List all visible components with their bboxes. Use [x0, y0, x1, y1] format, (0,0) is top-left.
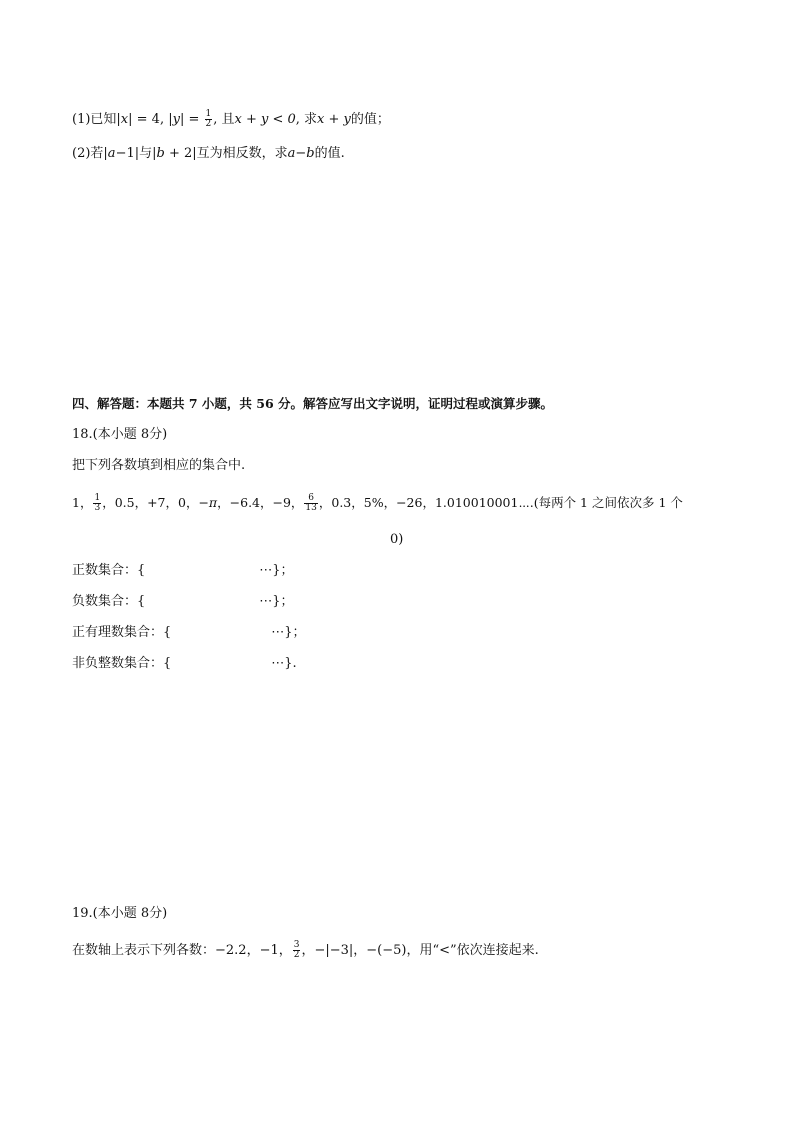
fraction-three-halves: $\frac{3}{2}$	[293, 940, 300, 960]
fraction-six-thirteenths: $\frac{6}{13}$	[305, 493, 317, 513]
set-negative: 负数集合：{ ⋯}；	[72, 594, 294, 609]
set-positive: 正数集合：{ ⋯}；	[72, 563, 294, 578]
q18-number-list-cont: 0)	[390, 532, 404, 547]
q17-part1: (1)已知|x| = 4, |y| = $\frac{1}{2}$ , 且x + y < 0, 求x + y的值；	[72, 109, 390, 129]
fraction-one-third: $\frac{1}{3}$	[94, 493, 101, 513]
q18-number-list: 1， $\frac{1}{3}$ ，0.5，+7，0，−π，−6.4，−9， $\frac{6}{13}$ ，0.3，5%，−26，1.010010001⋯.(每两个 1 之间依次多 1 个	[72, 493, 683, 513]
fraction-one-half: $\frac{1}{2}$	[205, 109, 212, 129]
q19-statement: 在数轴上表示下列各数：−2.2，−1， $\frac{3}{2}$ ，−|−3|，−(−5)，用“<”依次连接起来.	[72, 940, 539, 960]
set-nonnegative-integer: 非负整数集合：{ ⋯}.	[72, 656, 297, 671]
q18-instruction: 把下列各数填到相应的集合中.	[72, 458, 246, 473]
set-positive-rational: 正有理数集合：{ ⋯}；	[72, 625, 306, 640]
q18-title: 18.(本小题 8分)	[72, 427, 168, 442]
section-heading: 四、解答题：本题共 7 小题，共 56 分。解答应写出文字说明，证明过程或演算步骤。	[72, 396, 554, 411]
q19-title: 19.(本小题 8分)	[72, 906, 168, 921]
q17-part2: (2)若|a−1|与|b + 2|互为相反数，求a−b的值.	[72, 146, 345, 161]
